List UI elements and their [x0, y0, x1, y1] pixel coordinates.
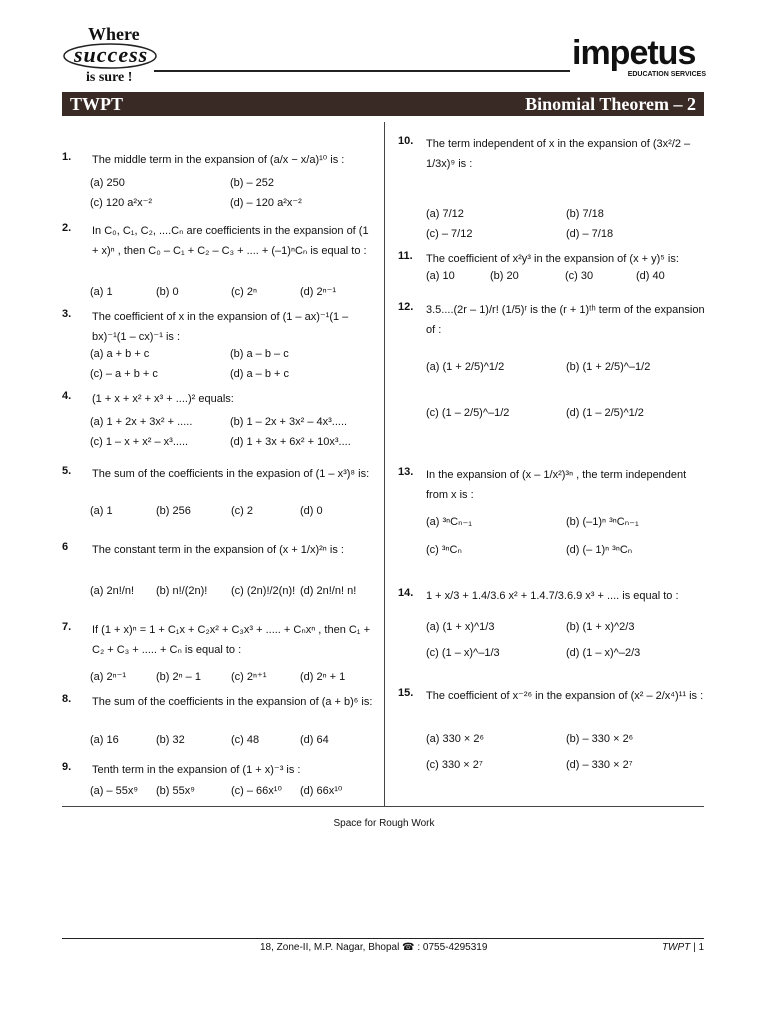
question-text: If (1 + x)ⁿ = 1 + C₁x + C₂x² + C₃x³ + ..... + Cₙxⁿ , then C₁ + C₂ + C₃ + ..... + Cₙ is equal to : — [92, 624, 371, 656]
answer-option: (c) 30 — [565, 270, 594, 282]
answer-option: (c) 1 – x + x² – x³..... — [90, 436, 189, 448]
answer-option: (a) 2n!/n! — [90, 585, 135, 597]
brand-sure: is sure ! — [86, 70, 133, 85]
question-number: 10. — [398, 135, 414, 147]
footer-address: 18, Zone-II, M.P. Nagar, Bhopal ☎ : 0755-4295319 — [260, 942, 488, 953]
answer-option: (a) (1 + x)^1/3 — [426, 621, 495, 633]
question-number: 7. — [62, 621, 72, 633]
answer-option: (d) (1 – 2/5)^1/2 — [566, 407, 644, 419]
question-number: 13. — [398, 466, 414, 478]
answer-option: (b) 2ⁿ – 1 — [156, 671, 201, 683]
brand-logo-right — [572, 36, 712, 80]
answer-option: (c) – a + b + c — [90, 368, 158, 380]
answer-option: (d) 1 + 3x + 6x² + 10x³.... — [230, 436, 351, 448]
answer-option: (c) 120 a²x⁻² — [90, 197, 153, 209]
answer-option: (d) 2ⁿ⁻¹ — [300, 286, 337, 298]
question-text: The coefficient of x⁻²⁶ in the expansion of (x² – 2/x⁴)¹¹ is : — [426, 690, 704, 702]
question-number: 5. — [62, 465, 72, 477]
answer-option: (b) 20 — [490, 270, 519, 282]
answer-option: (b) a – b – c — [230, 348, 289, 360]
answer-option: (c) ³ⁿCₙ — [426, 544, 462, 556]
answer-option: (d) 0 — [300, 505, 323, 517]
question-text: In C₀, C₁, C₂, ....Cₙ are coefficients in the expansion of (1 + x)ⁿ , then C₀ – C₁ + C₂ – C₃ + .... + (–1)ⁿCₙ is equal to : — [92, 225, 369, 257]
answer-option: (b) 55x⁹ — [156, 785, 195, 797]
rough-work-label: Space for Rough Work — [333, 818, 435, 829]
answer-option: (c) 2ⁿ — [231, 286, 258, 298]
question-text: 3.5....(2r – 1)/r! (1/5)ʳ is the (r + 1)ᵗʰ term of the expansion of : — [426, 304, 705, 336]
answer-option: (b) – 252 — [230, 177, 275, 189]
question-text: The constant term in the expansion of (x + 1/x)²ⁿ is : — [92, 544, 344, 556]
answer-option: (a) a + b + c — [90, 348, 150, 360]
answer-option: (c) 330 × 2⁷ — [426, 759, 483, 771]
column-divider — [384, 122, 385, 806]
answer-option: (c) 48 — [231, 734, 260, 746]
brand-name: impetus — [572, 34, 696, 72]
question-text: (1 + x + x² + x³ + ....)² equals: — [92, 393, 234, 405]
question-text: The middle term in the expansion of (a/x − x/a)¹⁰ is : — [92, 154, 345, 166]
brand-tagline: EDUCATION SERVICES — [627, 71, 706, 78]
question-number: 11. — [398, 250, 413, 262]
answer-option: (c) 2 — [231, 505, 253, 517]
answer-option: (b) 7/18 — [566, 208, 604, 220]
answer-option: (c) 2ⁿ⁺¹ — [231, 671, 267, 683]
answer-option: (d) 2ⁿ + 1 — [300, 671, 346, 683]
answer-option: (b) 32 — [156, 734, 185, 746]
answer-option: (b) (1 + 2/5)^–1/2 — [566, 361, 651, 373]
answer-option: (c) (1 – x)^–1/3 — [426, 647, 500, 659]
answer-option: (b) n!/(2n)! — [156, 585, 208, 597]
answer-option: (c) – 66x¹⁰ — [231, 785, 282, 797]
answer-option: (b) – 330 × 2⁶ — [566, 733, 634, 745]
answer-option: (c) (1 – 2/5)^–1/2 — [426, 407, 510, 419]
question-number: 9. — [62, 761, 72, 773]
answer-option: (d) 40 — [636, 270, 665, 282]
question-number: 12. — [398, 301, 414, 313]
answer-option: (b) 1 – 2x + 3x² – 4x³..... — [230, 416, 348, 428]
question-text: The coefficient of x²y³ in the expansion of (x + y)⁵ is: — [426, 253, 679, 265]
question-text: The term independent of x in the expansion of (3x²/2 – 1/3x)⁹ is : — [426, 138, 691, 170]
brand-logo-left — [60, 24, 160, 88]
question-text: The sum of the coefficients in the expansion of (a + b)⁶ is: — [92, 696, 373, 708]
answer-option: (a) ³ⁿCₙ₋₁ — [426, 516, 473, 528]
answer-option: (a) 1 + 2x + 3x² + ..... — [90, 416, 193, 428]
question-number: 14. — [398, 587, 414, 599]
answer-option: (d) (– 1)ⁿ ³ⁿCₙ — [566, 544, 633, 556]
question-text: In the expansion of (x – 1/x²)³ⁿ , the term independent from x is : — [426, 469, 687, 501]
answer-option: (b) 0 — [156, 286, 179, 298]
answer-option: (a) (1 + 2/5)^1/2 — [426, 361, 505, 373]
question-text: 1 + x/3 + 1.4/3.6 x² + 1.4.7/3.6.9 x³ + .... is equal to : — [426, 590, 679, 602]
answer-option: (a) 1 — [90, 286, 113, 298]
answer-option: (d) – 7/18 — [566, 228, 614, 240]
answer-option: (a) 250 — [90, 177, 125, 189]
footer-page-number: | 1 — [693, 942, 704, 953]
question-text: The coefficient of x in the expansion of (1 – ax)⁻¹(1 – bx)⁻¹(1 – cx)⁻¹ is : — [92, 311, 349, 343]
columns-bottom-rule — [62, 806, 704, 807]
question-number: 1. — [62, 151, 72, 163]
answer-option: (b) (–1)ⁿ ³ⁿCₙ₋₁ — [566, 516, 639, 528]
answer-option: (a) 2ⁿ⁻¹ — [90, 671, 127, 683]
answer-option: (b) 256 — [156, 505, 191, 517]
answer-option: (a) 330 × 2⁶ — [426, 733, 485, 745]
section-code: TWPT — [70, 94, 124, 114]
header-rule — [154, 70, 570, 72]
footer-page — [662, 942, 704, 953]
question-number: 4. — [62, 390, 72, 402]
page-title: Binomial Theorem – 2 — [525, 94, 696, 114]
answer-option: (d) 64 — [300, 734, 329, 746]
answer-option: (d) – 120 a²x⁻² — [230, 197, 302, 209]
answer-option: (c) (2n)!/2(n)! — [231, 585, 296, 597]
answer-option: (d) (1 – x)^–2/3 — [566, 647, 641, 659]
question-number: 15. — [398, 687, 414, 699]
answer-option: (a) – 55x⁹ — [90, 785, 139, 797]
answer-option: (c) – 7/12 — [426, 228, 473, 240]
answer-option: (d) 2n!/n! n! — [300, 585, 357, 597]
question-text: Tenth term in the expansion of (1 + x)⁻³ is : — [92, 764, 301, 776]
answer-option: (d) a – b + c — [230, 368, 290, 380]
answer-option: (a) 10 — [426, 270, 455, 282]
answer-option: (a) 7/12 — [426, 208, 464, 220]
footer-page-label: TWPT — [661, 942, 691, 953]
answer-option: (d) – 330 × 2⁷ — [566, 759, 633, 771]
title-bar — [62, 92, 704, 116]
question-text: The sum of the coefficients in the expasion of (1 – x³)⁸ is: — [92, 468, 370, 480]
question-number: 6 — [62, 541, 69, 553]
answer-option: (a) 16 — [90, 734, 119, 746]
footer-rule — [62, 938, 704, 939]
brand-success: success — [74, 42, 149, 67]
brand-where: Where — [88, 24, 140, 44]
question-number: 3. — [62, 308, 72, 320]
answer-option: (d) 66x¹⁰ — [300, 785, 343, 797]
question-number: 8. — [62, 693, 72, 705]
question-number: 2. — [62, 222, 72, 234]
answer-option: (a) 1 — [90, 505, 113, 517]
answer-option: (b) (1 + x)^2/3 — [566, 621, 635, 633]
